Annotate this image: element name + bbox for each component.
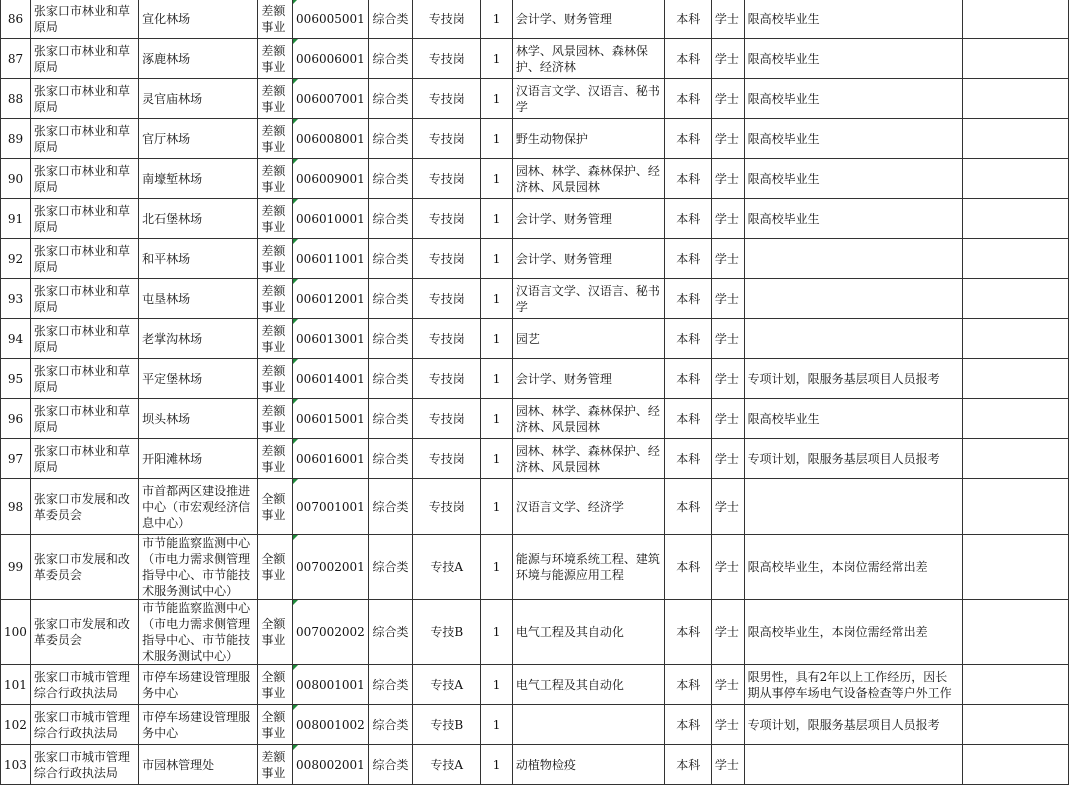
row-number: 96 bbox=[1, 399, 31, 439]
education-cell: 本科 bbox=[665, 119, 711, 159]
education-cell: 本科 bbox=[665, 705, 711, 745]
headcount-cell: 1 bbox=[481, 535, 513, 600]
category-cell: 综合类 bbox=[368, 39, 412, 79]
headcount-cell: 1 bbox=[481, 665, 513, 705]
empty-cell bbox=[962, 705, 1068, 745]
unit-cell: 灵官庙林场 bbox=[139, 79, 258, 119]
category-cell: 综合类 bbox=[368, 399, 412, 439]
post-type-cell: 专技B bbox=[413, 705, 481, 745]
notes-cell: 限高校毕业生，本岗位需经常出差 bbox=[744, 535, 962, 600]
funding-type-cell: 全额事业 bbox=[258, 535, 293, 600]
post-type-cell: 专技A bbox=[413, 665, 481, 705]
post-code-cell: 006009001 bbox=[293, 159, 369, 199]
post-code-cell: 006010001 bbox=[293, 199, 369, 239]
department-cell: 张家口市林业和草原局 bbox=[30, 279, 138, 319]
empty-cell bbox=[962, 745, 1068, 785]
empty-cell bbox=[962, 159, 1068, 199]
post-type-cell: 专技B bbox=[413, 600, 481, 665]
major-cell: 园艺 bbox=[512, 319, 665, 359]
degree-cell: 学士 bbox=[711, 535, 744, 600]
funding-type-cell: 差额事业 bbox=[258, 745, 293, 785]
row-number: 95 bbox=[1, 359, 31, 399]
unit-cell: 宣化林场 bbox=[139, 0, 258, 39]
empty-cell bbox=[962, 239, 1068, 279]
post-code-cell: 006007001 bbox=[293, 79, 369, 119]
category-cell: 综合类 bbox=[368, 705, 412, 745]
post-type-cell: 专技岗 bbox=[413, 119, 481, 159]
notes-cell: 限高校毕业生 bbox=[744, 199, 962, 239]
category-cell: 综合类 bbox=[368, 0, 412, 39]
major-cell: 能源与环境系统工程、建筑环境与能源应用工程 bbox=[512, 535, 665, 600]
unit-cell: 坝头林场 bbox=[139, 399, 258, 439]
post-type-cell: 专技岗 bbox=[413, 0, 481, 39]
post-code-cell: 006016001 bbox=[293, 439, 369, 479]
post-type-cell: 专技岗 bbox=[413, 319, 481, 359]
post-code-cell: 006006001 bbox=[293, 39, 369, 79]
department-cell: 张家口市林业和草原局 bbox=[30, 319, 138, 359]
department-cell: 张家口市林业和草原局 bbox=[30, 39, 138, 79]
unit-cell: 官厅林场 bbox=[139, 119, 258, 159]
row-number: 88 bbox=[1, 79, 31, 119]
funding-type-cell: 差额事业 bbox=[258, 359, 293, 399]
major-cell: 园林、林学、森林保护、经济林、风景园林 bbox=[512, 159, 665, 199]
empty-cell bbox=[962, 199, 1068, 239]
post-type-cell: 专技岗 bbox=[413, 199, 481, 239]
notes-cell: 限高校毕业生 bbox=[744, 0, 962, 39]
funding-type-cell: 差额事业 bbox=[258, 119, 293, 159]
unit-cell: 平定堡林场 bbox=[139, 359, 258, 399]
education-cell: 本科 bbox=[665, 439, 711, 479]
degree-cell: 学士 bbox=[711, 745, 744, 785]
notes-cell: 限高校毕业生 bbox=[744, 399, 962, 439]
department-cell: 张家口市城市管理综合行政执法局 bbox=[30, 705, 138, 745]
major-cell: 林学、风景园林、森林保护、经济林 bbox=[512, 39, 665, 79]
education-cell: 本科 bbox=[665, 745, 711, 785]
headcount-cell: 1 bbox=[481, 79, 513, 119]
degree-cell: 学士 bbox=[711, 279, 744, 319]
degree-cell: 学士 bbox=[711, 0, 744, 39]
education-cell: 本科 bbox=[665, 479, 711, 535]
headcount-cell: 1 bbox=[481, 199, 513, 239]
post-code-cell: 007001001 bbox=[293, 479, 369, 535]
funding-type-cell: 差额事业 bbox=[258, 319, 293, 359]
major-cell: 野生动物保护 bbox=[512, 119, 665, 159]
unit-cell: 市停车场建设管理服务中心 bbox=[139, 705, 258, 745]
major-cell: 电气工程及其自动化 bbox=[512, 600, 665, 665]
category-cell: 综合类 bbox=[368, 535, 412, 600]
major-cell: 动植物检疫 bbox=[512, 745, 665, 785]
unit-cell: 老掌沟林场 bbox=[139, 319, 258, 359]
major-cell: 汉语言文学、经济学 bbox=[512, 479, 665, 535]
headcount-cell: 1 bbox=[481, 239, 513, 279]
post-code-cell: 008001002 bbox=[293, 705, 369, 745]
category-cell: 综合类 bbox=[368, 600, 412, 665]
department-cell: 张家口市发展和改革委员会 bbox=[30, 479, 138, 535]
funding-type-cell: 差额事业 bbox=[258, 279, 293, 319]
unit-cell: 南壕堑林场 bbox=[139, 159, 258, 199]
post-code-cell: 008002001 bbox=[293, 745, 369, 785]
department-cell: 张家口市林业和草原局 bbox=[30, 159, 138, 199]
unit-cell: 市园林管理处 bbox=[139, 745, 258, 785]
major-cell: 会计学、财务管理 bbox=[512, 239, 665, 279]
table-row bbox=[1, 39, 1069, 79]
degree-cell: 学士 bbox=[711, 665, 744, 705]
department-cell: 张家口市林业和草原局 bbox=[30, 199, 138, 239]
unit-cell: 屯垦林场 bbox=[139, 279, 258, 319]
major-cell: 会计学、财务管理 bbox=[512, 359, 665, 399]
degree-cell: 学士 bbox=[711, 239, 744, 279]
department-cell: 张家口市林业和草原局 bbox=[30, 119, 138, 159]
row-number: 94 bbox=[1, 319, 31, 359]
category-cell: 综合类 bbox=[368, 359, 412, 399]
education-cell: 本科 bbox=[665, 359, 711, 399]
education-cell: 本科 bbox=[665, 239, 711, 279]
funding-type-cell: 差额事业 bbox=[258, 79, 293, 119]
major-cell: 园林、林学、森林保护、经济林、风景园林 bbox=[512, 399, 665, 439]
row-number: 89 bbox=[1, 119, 31, 159]
table-row bbox=[1, 119, 1069, 159]
degree-cell: 学士 bbox=[711, 159, 744, 199]
degree-cell: 学士 bbox=[711, 79, 744, 119]
empty-cell bbox=[962, 399, 1068, 439]
row-number: 91 bbox=[1, 199, 31, 239]
education-cell: 本科 bbox=[665, 79, 711, 119]
row-number: 92 bbox=[1, 239, 31, 279]
post-type-cell: 专技岗 bbox=[413, 279, 481, 319]
degree-cell: 学士 bbox=[711, 399, 744, 439]
category-cell: 综合类 bbox=[368, 319, 412, 359]
row-number: 93 bbox=[1, 279, 31, 319]
post-code-cell: 007002002 bbox=[293, 600, 369, 665]
department-cell: 张家口市林业和草原局 bbox=[30, 359, 138, 399]
notes-cell: 限高校毕业生 bbox=[744, 39, 962, 79]
headcount-cell: 1 bbox=[481, 479, 513, 535]
empty-cell bbox=[962, 279, 1068, 319]
major-cell: 电气工程及其自动化 bbox=[512, 665, 665, 705]
notes-cell bbox=[744, 319, 962, 359]
degree-cell: 学士 bbox=[711, 600, 744, 665]
table-row bbox=[1, 239, 1069, 279]
row-number: 103 bbox=[1, 745, 31, 785]
headcount-cell: 1 bbox=[481, 279, 513, 319]
row-number: 90 bbox=[1, 159, 31, 199]
headcount-cell: 1 bbox=[481, 119, 513, 159]
unit-cell: 开阳滩林场 bbox=[139, 439, 258, 479]
notes-cell bbox=[744, 239, 962, 279]
funding-type-cell: 差额事业 bbox=[258, 399, 293, 439]
major-cell bbox=[512, 705, 665, 745]
department-cell: 张家口市林业和草原局 bbox=[30, 239, 138, 279]
major-cell: 会计学、财务管理 bbox=[512, 199, 665, 239]
empty-cell bbox=[962, 0, 1068, 39]
notes-cell: 专项计划，限服务基层项目人员报考 bbox=[744, 359, 962, 399]
notes-cell bbox=[744, 745, 962, 785]
post-type-cell: 专技A bbox=[413, 745, 481, 785]
post-type-cell: 专技岗 bbox=[413, 79, 481, 119]
unit-cell: 市节能监察监测中心（市电力需求侧管理指导中心、市节能技术服务测试中心） bbox=[139, 535, 258, 600]
table-body bbox=[1, 0, 1069, 785]
category-cell: 综合类 bbox=[368, 479, 412, 535]
table-row bbox=[1, 479, 1069, 535]
table-row bbox=[1, 439, 1069, 479]
table-row bbox=[1, 79, 1069, 119]
table-row bbox=[1, 535, 1069, 600]
row-number: 97 bbox=[1, 439, 31, 479]
headcount-cell: 1 bbox=[481, 159, 513, 199]
post-type-cell: 专技岗 bbox=[413, 439, 481, 479]
empty-cell bbox=[962, 665, 1068, 705]
post-type-cell: 专技岗 bbox=[413, 399, 481, 439]
headcount-cell: 1 bbox=[481, 745, 513, 785]
table-row bbox=[1, 159, 1069, 199]
post-type-cell: 专技岗 bbox=[413, 39, 481, 79]
table-row bbox=[1, 705, 1069, 745]
category-cell: 综合类 bbox=[368, 119, 412, 159]
department-cell: 张家口市林业和草原局 bbox=[30, 399, 138, 439]
table-row bbox=[1, 319, 1069, 359]
post-type-cell: 专技岗 bbox=[413, 359, 481, 399]
notes-cell: 限高校毕业生 bbox=[744, 159, 962, 199]
table-row bbox=[1, 0, 1069, 39]
department-cell: 张家口市林业和草原局 bbox=[30, 79, 138, 119]
major-cell: 园林、林学、森林保护、经济林、风景园林 bbox=[512, 439, 665, 479]
education-cell: 本科 bbox=[665, 159, 711, 199]
category-cell: 综合类 bbox=[368, 159, 412, 199]
department-cell: 张家口市城市管理综合行政执法局 bbox=[30, 745, 138, 785]
row-number: 98 bbox=[1, 479, 31, 535]
notes-cell bbox=[744, 479, 962, 535]
education-cell: 本科 bbox=[665, 319, 711, 359]
row-number: 101 bbox=[1, 665, 31, 705]
row-number: 99 bbox=[1, 535, 31, 600]
headcount-cell: 1 bbox=[481, 399, 513, 439]
category-cell: 综合类 bbox=[368, 199, 412, 239]
department-cell: 张家口市城市管理综合行政执法局 bbox=[30, 665, 138, 705]
table-row bbox=[1, 665, 1069, 705]
empty-cell bbox=[962, 439, 1068, 479]
notes-cell: 限高校毕业生 bbox=[744, 119, 962, 159]
empty-cell bbox=[962, 319, 1068, 359]
degree-cell: 学士 bbox=[711, 199, 744, 239]
unit-cell: 市首都两区建设推进中心（市宏观经济信息中心） bbox=[139, 479, 258, 535]
row-number: 100 bbox=[1, 600, 31, 665]
category-cell: 综合类 bbox=[368, 665, 412, 705]
education-cell: 本科 bbox=[665, 665, 711, 705]
post-type-cell: 专技岗 bbox=[413, 479, 481, 535]
unit-cell: 市停车场建设管理服务中心 bbox=[139, 665, 258, 705]
table-row bbox=[1, 199, 1069, 239]
funding-type-cell: 差额事业 bbox=[258, 199, 293, 239]
notes-cell bbox=[744, 279, 962, 319]
post-code-cell: 006011001 bbox=[293, 239, 369, 279]
headcount-cell: 1 bbox=[481, 705, 513, 745]
notes-cell: 限男性，具有2年以上工作经历，因长期从事停车场电气设备检查等户外工作 bbox=[744, 665, 962, 705]
department-cell: 张家口市发展和改革委员会 bbox=[30, 535, 138, 600]
category-cell: 综合类 bbox=[368, 79, 412, 119]
education-cell: 本科 bbox=[665, 0, 711, 39]
unit-cell: 和平林场 bbox=[139, 239, 258, 279]
post-code-cell: 006013001 bbox=[293, 319, 369, 359]
degree-cell: 学士 bbox=[711, 119, 744, 159]
empty-cell bbox=[962, 119, 1068, 159]
headcount-cell: 1 bbox=[481, 359, 513, 399]
post-code-cell: 006008001 bbox=[293, 119, 369, 159]
notes-cell: 专项计划，限服务基层项目人员报考 bbox=[744, 439, 962, 479]
category-cell: 综合类 bbox=[368, 279, 412, 319]
funding-type-cell: 差额事业 bbox=[258, 239, 293, 279]
post-type-cell: 专技岗 bbox=[413, 159, 481, 199]
post-type-cell: 专技A bbox=[413, 535, 481, 600]
notes-cell: 限高校毕业生，本岗位需经常出差 bbox=[744, 600, 962, 665]
post-code-cell: 007002001 bbox=[293, 535, 369, 600]
degree-cell: 学士 bbox=[711, 39, 744, 79]
empty-cell bbox=[962, 39, 1068, 79]
funding-type-cell: 差额事业 bbox=[258, 159, 293, 199]
department-cell: 张家口市林业和草原局 bbox=[30, 0, 138, 39]
unit-cell: 涿鹿林场 bbox=[139, 39, 258, 79]
funding-type-cell: 全额事业 bbox=[258, 665, 293, 705]
empty-cell bbox=[962, 479, 1068, 535]
degree-cell: 学士 bbox=[711, 705, 744, 745]
education-cell: 本科 bbox=[665, 279, 711, 319]
degree-cell: 学士 bbox=[711, 479, 744, 535]
headcount-cell: 1 bbox=[481, 0, 513, 39]
headcount-cell: 1 bbox=[481, 39, 513, 79]
funding-type-cell: 全额事业 bbox=[258, 705, 293, 745]
headcount-cell: 1 bbox=[481, 319, 513, 359]
post-type-cell: 专技岗 bbox=[413, 239, 481, 279]
funding-type-cell: 差额事业 bbox=[258, 39, 293, 79]
category-cell: 综合类 bbox=[368, 745, 412, 785]
department-cell: 张家口市发展和改革委员会 bbox=[30, 600, 138, 665]
row-number: 86 bbox=[1, 0, 31, 39]
department-cell: 张家口市林业和草原局 bbox=[30, 439, 138, 479]
category-cell: 综合类 bbox=[368, 239, 412, 279]
post-code-cell: 006015001 bbox=[293, 399, 369, 439]
education-cell: 本科 bbox=[665, 39, 711, 79]
empty-cell bbox=[962, 359, 1068, 399]
post-code-cell: 008001001 bbox=[293, 665, 369, 705]
table-row bbox=[1, 600, 1069, 665]
funding-type-cell: 差额事业 bbox=[258, 0, 293, 39]
post-code-cell: 006014001 bbox=[293, 359, 369, 399]
funding-type-cell: 全额事业 bbox=[258, 600, 293, 665]
major-cell: 会计学、财务管理 bbox=[512, 0, 665, 39]
major-cell: 汉语言文学、汉语言、秘书学 bbox=[512, 279, 665, 319]
education-cell: 本科 bbox=[665, 399, 711, 439]
education-cell: 本科 bbox=[665, 535, 711, 600]
empty-cell bbox=[962, 600, 1068, 665]
table-row bbox=[1, 279, 1069, 319]
headcount-cell: 1 bbox=[481, 439, 513, 479]
table-row bbox=[1, 359, 1069, 399]
education-cell: 本科 bbox=[665, 199, 711, 239]
post-code-cell: 006005001 bbox=[293, 0, 369, 39]
row-number: 87 bbox=[1, 39, 31, 79]
notes-cell: 限高校毕业生 bbox=[744, 79, 962, 119]
education-cell: 本科 bbox=[665, 600, 711, 665]
table-row bbox=[1, 399, 1069, 439]
degree-cell: 学士 bbox=[711, 359, 744, 399]
funding-type-cell: 全额事业 bbox=[258, 479, 293, 535]
empty-cell bbox=[962, 79, 1068, 119]
degree-cell: 学士 bbox=[711, 319, 744, 359]
major-cell: 汉语言文学、汉语言、秘书学 bbox=[512, 79, 665, 119]
table-row bbox=[1, 745, 1069, 785]
degree-cell: 学士 bbox=[711, 439, 744, 479]
funding-type-cell: 差额事业 bbox=[258, 439, 293, 479]
unit-cell: 市节能监察监测中心（市电力需求侧管理指导中心、市节能技术服务测试中心） bbox=[139, 600, 258, 665]
notes-cell: 专项计划，限服务基层项目人员报考 bbox=[744, 705, 962, 745]
unit-cell: 北石堡林场 bbox=[139, 199, 258, 239]
row-number: 102 bbox=[1, 705, 31, 745]
post-code-cell: 006012001 bbox=[293, 279, 369, 319]
empty-cell bbox=[962, 535, 1068, 600]
category-cell: 综合类 bbox=[368, 439, 412, 479]
headcount-cell: 1 bbox=[481, 600, 513, 665]
